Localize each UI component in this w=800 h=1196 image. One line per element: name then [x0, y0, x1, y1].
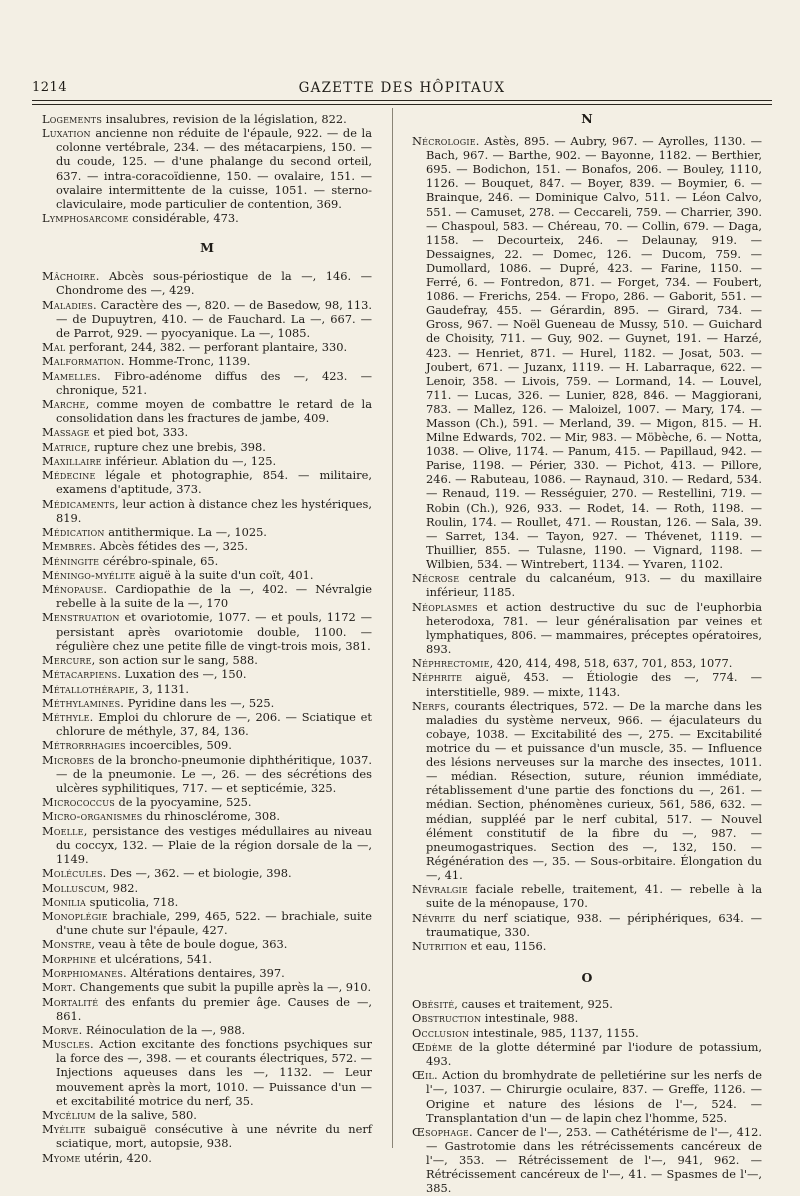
entry-heading: Muscles. [42, 1037, 94, 1052]
entry-heading: Méningo-myélite [42, 567, 136, 582]
journal-title: GAZETTE DES HÔPITAUX [298, 80, 506, 96]
index-entry [42, 269, 372, 297]
entry-text: Des —, 362. — et biologie, 398. [106, 866, 292, 881]
entry-text: Homme-Tronc, 1139. [124, 354, 251, 369]
entry-text: et ulcérations, 541. [96, 951, 212, 966]
index-entry [412, 1125, 762, 1195]
entry-heading: Molécules. [42, 866, 107, 881]
entry-text: Luxation des —, 150. [121, 667, 247, 682]
entry-text: Fibro-adénome diffus des —, 423. — chronique, 521. [56, 368, 372, 397]
entry-heading: Myome [42, 1150, 81, 1165]
entry-text: et eau, 1156. [467, 938, 547, 953]
entry-text: , comme moyen de combattre le retard de la consolidation dans les fractures de jambe, 409. [56, 397, 372, 426]
entry-text: Action du bromhydrate de pelletiérine sur les nerfs de l'—, 1037. — Chirurgie oculaire, 837. — Greffe, 1126. — Origine et nature des lésions de l'—, 524. — Transplantation d'un — de lapin chez l'homme, 525. [426, 1068, 762, 1125]
entry-heading: Morve. [42, 1022, 83, 1037]
entry-heading: Mamelles. [42, 368, 101, 383]
entry-heading: Massage [42, 425, 90, 440]
index-entry [412, 1026, 762, 1040]
entry-heading: Œil. [412, 1068, 438, 1083]
entry-heading: Mort. [42, 980, 77, 995]
index-entry [42, 866, 372, 880]
index-entry [412, 1040, 762, 1068]
index-entry [42, 909, 372, 937]
entry-heading: Mercure [42, 652, 92, 667]
section-letter: M [200, 240, 214, 256]
entry-text: Cardiopathie de la —, 402. — Névralgie rebelle à la suite de la —, 170 [56, 582, 372, 611]
entry-heading: Névrite [412, 910, 456, 925]
index-entry [412, 882, 762, 910]
entry-text: Emploi du chlorure de —, 206. — Sciatique et chlorure de méthyle, 37, 84, 136. [56, 710, 372, 739]
entry-text: de la salive, 580. [95, 1107, 197, 1122]
entry-heading: Matrice [42, 439, 87, 454]
index-entry [42, 582, 372, 610]
entry-heading: Monstre [42, 937, 92, 952]
entry-text: du nerf sciatique, 938. — périphériques, 634. — traumatique, 330. [426, 910, 762, 939]
index-entry [412, 1068, 762, 1124]
entry-heading: Maxillaire [42, 453, 102, 468]
entry-text: Abcès sous-périostique de la —, 146. — Chondrome des —, 429. [56, 269, 372, 298]
index-entry [42, 468, 372, 496]
index-entry [42, 525, 372, 539]
index-entry [42, 824, 372, 866]
entry-heading: Médicaments [42, 496, 116, 511]
entry-text: considérable, 473. [128, 211, 239, 226]
index-entry [42, 1023, 372, 1037]
entry-text: Caractère des —, 820. — de Basedow, 98, 113. — de Dupuytren, 410. — de Fauchard. La —, 667. — de Parrot, 929. — pyocyanique. La —, 1085. [56, 297, 372, 340]
index-entry [42, 568, 372, 582]
index-entry [412, 911, 762, 939]
index-entry [42, 211, 372, 225]
index-entry [412, 600, 762, 656]
left-column [42, 112, 372, 1165]
index-entry [42, 354, 372, 368]
entry-heading: Névralgie [412, 882, 468, 897]
entry-text: Changements que subit la pupille après la —, 910. [76, 980, 372, 995]
index-entry [42, 425, 372, 439]
entry-heading: Nécrose [412, 571, 460, 586]
index-entry [42, 340, 372, 354]
index-entry [412, 997, 762, 1011]
entry-heading: Obésité [412, 997, 455, 1012]
index-entry [42, 966, 372, 980]
index-entry [42, 895, 372, 909]
entry-text: Pyridine dans les —, 525. [124, 695, 275, 710]
entry-heading: Menstruation [42, 610, 120, 625]
index-entry [42, 995, 372, 1023]
entry-text: centrale du calcanéum, 913. — du maxillaire inférieur, 1185. [426, 571, 762, 600]
index-entry [412, 699, 762, 882]
index-entry [412, 656, 762, 670]
entry-text: aiguë, 453. — Étiologie des —, 774. — interstitielle, 989. — mixte, 1143. [426, 670, 762, 699]
right-column [412, 112, 762, 1196]
index-entry [412, 1011, 762, 1025]
index-entry [42, 653, 372, 667]
entry-text: ancienne non réduite de l'épaule, 922. — de la colonne vertébrale, 234. — des métacarpiens, 150. — du coude, 125. — d'une phalange du second orteil, 637. — intra-coracoïdienne, 150. — ovalaire, 151. — ovalaire intermittente de la cuisse, 1051. — sterno-claviculaire, mode particulier de contention, 369. [56, 126, 372, 211]
index-entry [42, 937, 372, 951]
header-rule-thin [32, 104, 772, 105]
entry-text: incoercibles, 509. [125, 738, 232, 753]
index-entry [42, 126, 372, 211]
entry-text: , veau à tête de boule dogue, 363. [91, 937, 288, 952]
index-entry [42, 980, 372, 994]
entry-text: faciale rebelle, traitement, 41. — rebelle à la suite de la ménopause, 170. [426, 882, 762, 911]
entry-heading: Métallothérapie [42, 681, 135, 696]
index-entry [42, 440, 372, 454]
index-entry [412, 134, 762, 571]
index-entry [42, 710, 372, 738]
section-letter: O [581, 970, 593, 986]
entry-text: de la glotte déterminé par l'iodure de potassium, 493. [426, 1039, 762, 1069]
entry-heading: Nécrologie. [412, 134, 480, 149]
entry-heading: Nerfs [412, 698, 446, 713]
entry-heading: Membres. [42, 539, 97, 554]
entry-heading: Microbes [42, 752, 95, 767]
entry-heading: Maladies. [42, 297, 97, 312]
entry-text: brachiale, 299, 465, 522. — brachiale, suite d'une chute sur l'épaule, 427. [56, 909, 372, 938]
entry-heading: Néoplasmes [412, 599, 478, 614]
entry-heading: Néphrite [412, 670, 463, 685]
index-entry [42, 1108, 372, 1122]
entry-heading: Mortalité [42, 994, 99, 1009]
index-entry [42, 667, 372, 681]
entry-heading: Œdème [412, 1039, 453, 1054]
entry-text: , rupture chez une brebis, 398. [86, 439, 266, 454]
entry-text: aiguë à la suite d'un coït, 401. [135, 567, 314, 582]
entry-heading: Micro-organismes [42, 809, 143, 824]
entry-text: , courants électriques, 572. — De la marche dans les maladies du système nerveux, 966. — éjaculateurs du cobaye, 1038. — Excitabilité des —, 275. — Excitabilité motrice du — et puissance d'un muscle, 35. — Influence des lésions nerveuses sur la marche des insectes, 1011. — médian. Résection, suture, réunion immédiate, rétablissement d'une partie des fonctions du —, 261. — médian. Section, phénomènes curieux, 561, 586, 632. — médian, suppléé par le nerf cubital, 517. — Nouvel élément constitutif de la fibre du —, 987. — pneumogastriques. Section des —, 132, 150. — Régénération des —, 35. — Sous-orbitaire. Élongation du —, 41. [426, 698, 762, 882]
entry-text: Astès, 895. — Aubry, 967. — Ayrolles, 1130. — Bach, 967. — Barthe, 902. — Bayonne, 1182. — Berthier, 695. — Bodichon, 151. — Bonafos, 206. — Bouley, 1110, 1126. — Bouquet, 847. — Boyer, 839. — Boymier, 6. — Brainque, 246. — Dominique Calvo, 511. — Léon Calvo, 551. — Camuset, 278. — Ceccareli, 759. — Charrier, 390. — Chaspoul, 583. — Chéreau, 70. — Collin, 679. — Daga, 1158. — Decourteix, 246. — Delaunay, 919. — Dessaignes, 22. — Domec, 126. — Ducom, 759. — Dumollard, 1086. — Dupré, 423. — Farine, 1150. — Ferré, 6. — Fontredon, 871. — Forget, 734. — Foubert, 1086. — Frerichs, 254. — Fropo, 286. — Gaborit, 551. — Gaudefray, 455. — Gérardin, 895. — Girard, 734. — Gross, 967. — Noël Gueneau de Mussy, 510. — Guichard de Choisity, 711. — Guy, 902. — Guynet, 191. — Harzé, 423. — Henriet, 871. — Hurel, 1182. — Josat, 503. — Joubert, 671. — Juzanx, 1119. — H. Labarraque, 622. — Lenoir, 358. — Livois, 759. — Lormand, 14. — Louvel, 711. — Lucas, 326. — Lunier, 828, 846. — Maggiorani, 783. — Mallez, 126. — Maloizel, 1007. — Mary, 174. — Masson (Ch.), 591. — Merland, 39. — Migon, 815. — H. Milne Edwards, 702. — Mir, 983. — Möbèche, 6. — Notta, 1038. — Olive, 1174. — Panum, 415. — Papillaud, 942. — Parise, 1198. — Périer, 330. — Pichot, 413. — Pillore, 246. — Rabuteau, 1086. — Raynaud, 310. — Redard, 534. — Renaud, 119. — Rességuier, 270. — Restellini, 719. — Robin (Ch.), 926, 933. — Rodet, 14. — Roth, 1198. — Roulin, 174. — Roullet, 471. — Roustan, 126. — Sala, 39. — Sarret, 134. — Tayon, 927. — Thévenet, 1119. — Thuillier, 855. — Tulasne, 1190. — Vignard, 1198. — Wilbien, 534. — Wintrebert, 1134. — Yvaren, 1102. [426, 134, 762, 571]
entry-heading: Nutrition [412, 938, 468, 953]
entry-text: et action destructive du suc de l'euphorbia heterodoxa, 781. — leur généralisation par veines et lymphatiques, 806. — mammaires, préceptes opératoires, 893. [426, 599, 762, 656]
entry-text: , causes et traitement, 925. [454, 997, 613, 1012]
entry-text: utérin, 420. [80, 1150, 152, 1165]
entry-heading: Mal [42, 340, 66, 355]
entry-text: , 982. [105, 880, 139, 895]
entry-heading: Médecine [42, 468, 96, 483]
index-entry [42, 454, 372, 468]
entry-heading: Morphine [42, 951, 97, 966]
entry-heading: Obstruction [412, 1011, 482, 1026]
entry-text: insalubres, revision de la législation, 822. [102, 112, 347, 126]
entry-text: de la broncho-pneumonie diphthéritique, 1037. — de la pneumonie. Le —, 26. — des sécrétions des ulcères syphilitiques, 717. — et septicémie, 325. [56, 752, 372, 795]
index-entry [42, 738, 372, 752]
column-divider [392, 108, 393, 1148]
index-entry [42, 1122, 372, 1150]
index-entry [42, 696, 372, 710]
entry-heading: Micrococcus [42, 795, 115, 810]
entry-text: sputicolia, 718. [86, 894, 179, 909]
entry-heading: Médication [42, 524, 105, 539]
index-entry [42, 554, 372, 568]
entry-text: Action excitante des fonctions psychiques sur la force des —, 398. — et courants électriques, 572. — Injections aqueuses dans les —, 1132. — Leur mouvement après la mort, 1010. — Puissance d'un — et excitabilité motrice du nerf, 35. [56, 1037, 372, 1108]
entry-text: cérébro-spinale, 65. [99, 553, 219, 568]
entry-heading: Mycélium [42, 1107, 96, 1122]
index-entry [42, 952, 372, 966]
entry-text: subaiguë consécutive à une névrite du nerf sciatique, mort, autopsie, 938. [56, 1122, 372, 1151]
entry-heading: Méningite [42, 553, 100, 568]
entry-text: Altérations dentaires, 397. [126, 966, 285, 980]
entry-heading: Malformation. [42, 354, 125, 369]
entry-heading: Œsophage. [412, 1124, 473, 1139]
index-entry [412, 571, 762, 599]
index-entry [42, 1151, 372, 1165]
index-entry [42, 497, 372, 525]
index-entry [42, 881, 372, 895]
entry-heading: Néphrectomie [412, 656, 490, 671]
entry-heading: Méthylamines. [42, 695, 125, 710]
entry-heading: Moelle [42, 823, 84, 838]
entry-text: , persistance des vestiges médullaires au niveau du coccyx, 132. — Plaie de la région dorsale de la —, 1149. [56, 823, 372, 866]
entry-heading: Luxation [42, 126, 91, 141]
entry-text: de la pyocyamine, 525. [114, 795, 252, 810]
entry-text: Réinoculation de la —, 988. [82, 1022, 246, 1037]
entry-heading: Métrorrhagies [42, 738, 126, 753]
index-entry [42, 795, 372, 809]
index-entry [42, 1037, 372, 1107]
entry-text: intestinale, 985, 1137, 1155. [469, 1025, 639, 1040]
index-entry [42, 809, 372, 823]
index-entry [412, 670, 762, 698]
entry-heading: Marche [42, 397, 86, 411]
entry-heading: Molluscum [42, 880, 106, 895]
entry-text: inférieur. Ablation du —, 125. [101, 453, 277, 468]
entry-heading: Mâchoire. [42, 269, 100, 284]
entry-heading: Méthyle. [42, 710, 94, 725]
index-entry [42, 369, 372, 397]
index-entry [42, 753, 372, 795]
entry-heading: Morphiomanes. [42, 966, 127, 980]
index-entry [42, 610, 372, 652]
entry-heading: Logements [42, 112, 103, 126]
header-rule [32, 100, 772, 101]
entry-text: , 420, 414, 498, 518, 637, 701, 853, 1077. [489, 656, 733, 671]
entry-text: du rhinosclérome, 308. [142, 809, 281, 824]
entry-heading: Myélite [42, 1122, 86, 1137]
entry-text: , 3, 1131. [134, 681, 190, 696]
page-number: 1214 [32, 80, 68, 95]
entry-text: et pied bot, 333. [89, 425, 189, 440]
index-entry [42, 112, 372, 126]
index-entry [42, 539, 372, 553]
entry-heading: Monilia [42, 894, 87, 909]
entry-text: Cancer de l'—, 253. — Cathétérisme de l'—, 412. — Gastrotomie dans les rétrécissements cancéreux de l'—, 353. — Rétrécissement de l'—, 941, 962. — Rétrécissement cancéreux de l'—, 41. — Spasmes de l'—, 385. [426, 1124, 762, 1196]
section-letter: N [581, 111, 593, 126]
index-entry [412, 939, 762, 953]
entry-text: Abcès fétides des —, 325. [96, 539, 249, 554]
entry-heading: Ménopause. [42, 582, 108, 597]
entry-heading: Métacarpiens. [42, 667, 122, 682]
entry-heading: Monoplégie [42, 909, 108, 924]
index-entry [42, 682, 372, 696]
entry-text: , son action sur le sang, 588. [91, 652, 258, 667]
index-entry [42, 397, 372, 425]
entry-heading: Lymphosarcome [42, 211, 129, 226]
entry-text: , leur action à distance chez les hystériques, 819. [56, 496, 372, 525]
entry-text: et ovariotomie, 1077. — et pouls, 1172 — persistant après ovariotomie double, 1100. — régulière chez une petite fille de vingt-trois mois, 381. [56, 610, 372, 653]
index-entry [42, 298, 372, 340]
entry-text: des enfants du premier âge. Causes de —, 861. [56, 994, 372, 1023]
entry-text: perforant, 244, 382. — perforant plantaire, 330. [65, 340, 348, 355]
entry-text: antithermique. La —, 1025. [104, 524, 267, 539]
entry-heading: Occlusion [412, 1025, 470, 1040]
entry-text: intestinale, 988. [481, 1011, 579, 1026]
entry-text: légale et photographie, 854. — militaire, examens d'aptitude, 373. [56, 468, 372, 497]
